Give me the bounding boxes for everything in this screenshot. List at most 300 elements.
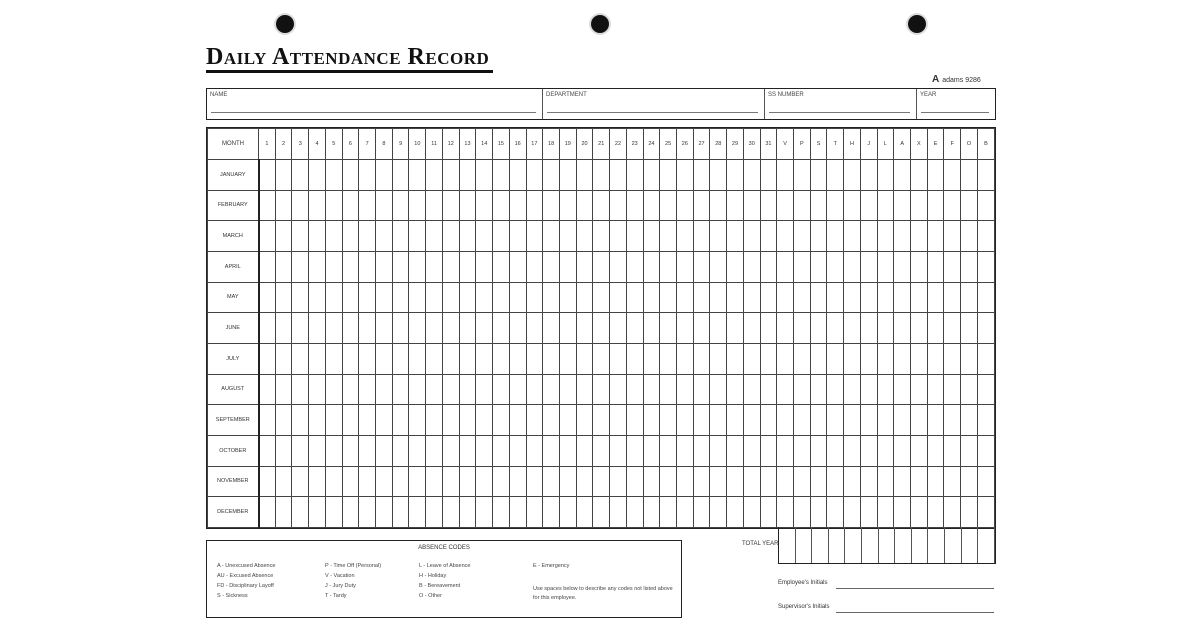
attendance-cell[interactable] bbox=[676, 282, 693, 313]
attendance-cell[interactable] bbox=[743, 221, 760, 252]
attendance-cell[interactable] bbox=[676, 160, 693, 191]
attendance-cell[interactable] bbox=[359, 190, 376, 221]
attendance-cell[interactable] bbox=[576, 343, 593, 374]
total-cell[interactable] bbox=[862, 527, 879, 563]
attendance-cell[interactable] bbox=[810, 497, 827, 528]
attendance-cell[interactable] bbox=[810, 251, 827, 282]
attendance-cell[interactable] bbox=[794, 160, 811, 191]
attendance-cell[interactable] bbox=[576, 405, 593, 436]
attendance-cell[interactable] bbox=[860, 497, 877, 528]
attendance-cell[interactable] bbox=[409, 251, 426, 282]
attendance-cell[interactable] bbox=[894, 313, 911, 344]
employee-initials-line[interactable]: Employee's Initials bbox=[778, 580, 994, 590]
attendance-cell[interactable] bbox=[292, 497, 309, 528]
attendance-cell[interactable] bbox=[476, 313, 493, 344]
attendance-cell[interactable] bbox=[777, 374, 794, 405]
attendance-cell[interactable] bbox=[777, 190, 794, 221]
attendance-cell[interactable] bbox=[911, 374, 928, 405]
attendance-cell[interactable] bbox=[710, 497, 727, 528]
attendance-cell[interactable] bbox=[610, 343, 627, 374]
attendance-cell[interactable] bbox=[777, 405, 794, 436]
attendance-cell[interactable] bbox=[309, 282, 326, 313]
attendance-cell[interactable] bbox=[810, 343, 827, 374]
attendance-cell[interactable] bbox=[710, 405, 727, 436]
attendance-cell[interactable] bbox=[894, 497, 911, 528]
attendance-cell[interactable] bbox=[493, 435, 510, 466]
attendance-cell[interactable] bbox=[325, 374, 342, 405]
attendance-cell[interactable] bbox=[626, 435, 643, 466]
attendance-cell[interactable] bbox=[426, 405, 443, 436]
attendance-cell[interactable] bbox=[676, 497, 693, 528]
attendance-cell[interactable] bbox=[827, 497, 844, 528]
attendance-cell[interactable] bbox=[810, 405, 827, 436]
attendance-cell[interactable] bbox=[810, 466, 827, 497]
attendance-cell[interactable] bbox=[442, 282, 459, 313]
attendance-cell[interactable] bbox=[526, 435, 543, 466]
attendance-cell[interactable] bbox=[760, 405, 777, 436]
attendance-cell[interactable] bbox=[509, 190, 526, 221]
attendance-cell[interactable] bbox=[760, 251, 777, 282]
attendance-cell[interactable] bbox=[543, 497, 560, 528]
attendance-cell[interactable] bbox=[860, 221, 877, 252]
attendance-cell[interactable] bbox=[576, 160, 593, 191]
attendance-cell[interactable] bbox=[593, 160, 610, 191]
attendance-cell[interactable] bbox=[509, 160, 526, 191]
attendance-cell[interactable] bbox=[844, 313, 861, 344]
attendance-cell[interactable] bbox=[760, 190, 777, 221]
attendance-cell[interactable] bbox=[676, 435, 693, 466]
attendance-cell[interactable] bbox=[526, 190, 543, 221]
attendance-cell[interactable] bbox=[409, 466, 426, 497]
attendance-cell[interactable] bbox=[376, 374, 393, 405]
attendance-cell[interactable] bbox=[794, 282, 811, 313]
attendance-cell[interactable] bbox=[275, 466, 292, 497]
year-field[interactable]: YEAR bbox=[917, 89, 995, 119]
attendance-cell[interactable] bbox=[376, 313, 393, 344]
attendance-cell[interactable] bbox=[710, 435, 727, 466]
attendance-cell[interactable] bbox=[526, 221, 543, 252]
attendance-cell[interactable] bbox=[442, 221, 459, 252]
attendance-cell[interactable] bbox=[559, 190, 576, 221]
total-cell[interactable] bbox=[812, 527, 829, 563]
attendance-cell[interactable] bbox=[259, 221, 276, 252]
attendance-cell[interactable] bbox=[359, 221, 376, 252]
attendance-cell[interactable] bbox=[342, 466, 359, 497]
attendance-cell[interactable] bbox=[660, 190, 677, 221]
attendance-cell[interactable] bbox=[543, 251, 560, 282]
attendance-cell[interactable] bbox=[509, 313, 526, 344]
attendance-cell[interactable] bbox=[409, 160, 426, 191]
attendance-cell[interactable] bbox=[794, 405, 811, 436]
attendance-cell[interactable] bbox=[626, 497, 643, 528]
attendance-cell[interactable] bbox=[359, 251, 376, 282]
attendance-cell[interactable] bbox=[342, 313, 359, 344]
total-cell[interactable] bbox=[928, 527, 945, 563]
attendance-cell[interactable] bbox=[409, 374, 426, 405]
attendance-cell[interactable] bbox=[459, 221, 476, 252]
attendance-cell[interactable] bbox=[259, 160, 276, 191]
attendance-cell[interactable] bbox=[743, 190, 760, 221]
attendance-cell[interactable] bbox=[376, 160, 393, 191]
attendance-cell[interactable] bbox=[309, 405, 326, 436]
attendance-cell[interactable] bbox=[961, 282, 978, 313]
attendance-cell[interactable] bbox=[376, 466, 393, 497]
attendance-cell[interactable] bbox=[911, 466, 928, 497]
attendance-cell[interactable] bbox=[476, 221, 493, 252]
attendance-cell[interactable] bbox=[576, 497, 593, 528]
attendance-cell[interactable] bbox=[643, 221, 660, 252]
attendance-cell[interactable] bbox=[309, 160, 326, 191]
attendance-cell[interactable] bbox=[660, 374, 677, 405]
attendance-cell[interactable] bbox=[259, 313, 276, 344]
attendance-cell[interactable] bbox=[877, 160, 894, 191]
attendance-cell[interactable] bbox=[626, 343, 643, 374]
attendance-cell[interactable] bbox=[827, 405, 844, 436]
attendance-cell[interactable] bbox=[860, 343, 877, 374]
attendance-cell[interactable] bbox=[259, 190, 276, 221]
attendance-cell[interactable] bbox=[961, 343, 978, 374]
attendance-cell[interactable] bbox=[844, 221, 861, 252]
attendance-cell[interactable] bbox=[309, 343, 326, 374]
attendance-cell[interactable] bbox=[442, 190, 459, 221]
attendance-cell[interactable] bbox=[927, 313, 944, 344]
attendance-cell[interactable] bbox=[476, 435, 493, 466]
attendance-cell[interactable] bbox=[476, 343, 493, 374]
attendance-cell[interactable] bbox=[710, 221, 727, 252]
attendance-cell[interactable] bbox=[509, 343, 526, 374]
attendance-cell[interactable] bbox=[526, 374, 543, 405]
attendance-cell[interactable] bbox=[844, 374, 861, 405]
attendance-cell[interactable] bbox=[543, 221, 560, 252]
attendance-cell[interactable] bbox=[676, 374, 693, 405]
attendance-cell[interactable] bbox=[275, 221, 292, 252]
attendance-cell[interactable] bbox=[727, 190, 744, 221]
attendance-cell[interactable] bbox=[309, 313, 326, 344]
attendance-cell[interactable] bbox=[860, 251, 877, 282]
attendance-cell[interactable] bbox=[292, 282, 309, 313]
attendance-cell[interactable] bbox=[392, 190, 409, 221]
attendance-cell[interactable] bbox=[877, 313, 894, 344]
attendance-cell[interactable] bbox=[911, 497, 928, 528]
attendance-cell[interactable] bbox=[259, 374, 276, 405]
attendance-cell[interactable] bbox=[459, 405, 476, 436]
attendance-cell[interactable] bbox=[643, 282, 660, 313]
attendance-cell[interactable] bbox=[376, 405, 393, 436]
attendance-cell[interactable] bbox=[526, 160, 543, 191]
attendance-cell[interactable] bbox=[676, 343, 693, 374]
attendance-cell[interactable] bbox=[860, 282, 877, 313]
attendance-cell[interactable] bbox=[660, 221, 677, 252]
attendance-cell[interactable] bbox=[392, 221, 409, 252]
attendance-cell[interactable] bbox=[676, 405, 693, 436]
total-cell[interactable] bbox=[978, 527, 995, 563]
attendance-cell[interactable] bbox=[275, 313, 292, 344]
attendance-cell[interactable] bbox=[259, 343, 276, 374]
attendance-cell[interactable] bbox=[610, 405, 627, 436]
attendance-cell[interactable] bbox=[927, 282, 944, 313]
attendance-cell[interactable] bbox=[660, 466, 677, 497]
attendance-cell[interactable] bbox=[442, 374, 459, 405]
attendance-cell[interactable] bbox=[476, 282, 493, 313]
attendance-cell[interactable] bbox=[526, 251, 543, 282]
attendance-cell[interactable] bbox=[810, 282, 827, 313]
attendance-cell[interactable] bbox=[509, 405, 526, 436]
attendance-cell[interactable] bbox=[810, 435, 827, 466]
attendance-cell[interactable] bbox=[977, 221, 994, 252]
attendance-cell[interactable] bbox=[961, 160, 978, 191]
attendance-cell[interactable] bbox=[526, 282, 543, 313]
attendance-cell[interactable] bbox=[944, 221, 961, 252]
attendance-cell[interactable] bbox=[543, 282, 560, 313]
attendance-cell[interactable] bbox=[660, 343, 677, 374]
attendance-cell[interactable] bbox=[927, 343, 944, 374]
attendance-cell[interactable] bbox=[610, 374, 627, 405]
attendance-cell[interactable] bbox=[810, 190, 827, 221]
attendance-cell[interactable] bbox=[526, 497, 543, 528]
attendance-cell[interactable] bbox=[559, 435, 576, 466]
total-cell[interactable] bbox=[779, 527, 796, 563]
attendance-cell[interactable] bbox=[961, 466, 978, 497]
attendance-cell[interactable] bbox=[710, 343, 727, 374]
attendance-cell[interactable] bbox=[844, 190, 861, 221]
attendance-cell[interactable] bbox=[927, 221, 944, 252]
attendance-cell[interactable] bbox=[760, 221, 777, 252]
attendance-cell[interactable] bbox=[877, 374, 894, 405]
attendance-cell[interactable] bbox=[727, 313, 744, 344]
attendance-cell[interactable] bbox=[275, 190, 292, 221]
attendance-cell[interactable] bbox=[325, 466, 342, 497]
attendance-cell[interactable] bbox=[610, 190, 627, 221]
attendance-cell[interactable] bbox=[860, 160, 877, 191]
attendance-cell[interactable] bbox=[359, 160, 376, 191]
attendance-cell[interactable] bbox=[493, 160, 510, 191]
attendance-cell[interactable] bbox=[660, 497, 677, 528]
attendance-cell[interactable] bbox=[559, 221, 576, 252]
attendance-cell[interactable] bbox=[727, 251, 744, 282]
attendance-cell[interactable] bbox=[543, 405, 560, 436]
attendance-cell[interactable] bbox=[794, 435, 811, 466]
attendance-cell[interactable] bbox=[459, 251, 476, 282]
attendance-cell[interactable] bbox=[877, 466, 894, 497]
attendance-cell[interactable] bbox=[626, 466, 643, 497]
attendance-cell[interactable] bbox=[827, 221, 844, 252]
attendance-cell[interactable] bbox=[710, 374, 727, 405]
attendance-cell[interactable] bbox=[610, 160, 627, 191]
attendance-cell[interactable] bbox=[593, 313, 610, 344]
attendance-cell[interactable] bbox=[760, 313, 777, 344]
attendance-cell[interactable] bbox=[927, 405, 944, 436]
attendance-cell[interactable] bbox=[643, 190, 660, 221]
attendance-cell[interactable] bbox=[827, 282, 844, 313]
attendance-cell[interactable] bbox=[743, 343, 760, 374]
attendance-cell[interactable] bbox=[459, 282, 476, 313]
attendance-cell[interactable] bbox=[794, 190, 811, 221]
attendance-cell[interactable] bbox=[309, 435, 326, 466]
attendance-cell[interactable] bbox=[860, 190, 877, 221]
attendance-cell[interactable] bbox=[777, 282, 794, 313]
attendance-cell[interactable] bbox=[442, 251, 459, 282]
attendance-cell[interactable] bbox=[543, 160, 560, 191]
attendance-cell[interactable] bbox=[743, 251, 760, 282]
attendance-cell[interactable] bbox=[626, 405, 643, 436]
attendance-cell[interactable] bbox=[877, 435, 894, 466]
attendance-cell[interactable] bbox=[392, 343, 409, 374]
attendance-cell[interactable] bbox=[693, 374, 710, 405]
attendance-cell[interactable] bbox=[493, 190, 510, 221]
attendance-cell[interactable] bbox=[593, 374, 610, 405]
attendance-cell[interactable] bbox=[376, 343, 393, 374]
attendance-cell[interactable] bbox=[342, 282, 359, 313]
attendance-cell[interactable] bbox=[760, 160, 777, 191]
attendance-cell[interactable] bbox=[927, 374, 944, 405]
attendance-cell[interactable] bbox=[693, 497, 710, 528]
ss-number-field[interactable]: SS NUMBER bbox=[765, 89, 917, 119]
attendance-cell[interactable] bbox=[526, 466, 543, 497]
attendance-cell[interactable] bbox=[894, 435, 911, 466]
attendance-cell[interactable] bbox=[576, 435, 593, 466]
attendance-cell[interactable] bbox=[844, 343, 861, 374]
attendance-cell[interactable] bbox=[660, 282, 677, 313]
attendance-cell[interactable] bbox=[593, 282, 610, 313]
attendance-cell[interactable] bbox=[911, 221, 928, 252]
attendance-cell[interactable] bbox=[559, 466, 576, 497]
attendance-cell[interactable] bbox=[493, 405, 510, 436]
attendance-cell[interactable] bbox=[509, 435, 526, 466]
attendance-cell[interactable] bbox=[376, 282, 393, 313]
attendance-cell[interactable] bbox=[426, 497, 443, 528]
attendance-cell[interactable] bbox=[325, 435, 342, 466]
attendance-cell[interactable] bbox=[543, 435, 560, 466]
attendance-cell[interactable] bbox=[459, 435, 476, 466]
attendance-cell[interactable] bbox=[359, 497, 376, 528]
attendance-cell[interactable] bbox=[827, 343, 844, 374]
attendance-cell[interactable] bbox=[576, 190, 593, 221]
attendance-cell[interactable] bbox=[710, 190, 727, 221]
attendance-cell[interactable] bbox=[493, 466, 510, 497]
attendance-cell[interactable] bbox=[576, 282, 593, 313]
attendance-cell[interactable] bbox=[894, 282, 911, 313]
attendance-cell[interactable] bbox=[342, 160, 359, 191]
attendance-cell[interactable] bbox=[376, 221, 393, 252]
attendance-cell[interactable] bbox=[509, 466, 526, 497]
attendance-cell[interactable] bbox=[727, 435, 744, 466]
attendance-cell[interactable] bbox=[292, 160, 309, 191]
total-cell[interactable] bbox=[796, 527, 813, 563]
attendance-cell[interactable] bbox=[409, 313, 426, 344]
attendance-cell[interactable] bbox=[325, 282, 342, 313]
total-cell[interactable] bbox=[829, 527, 846, 563]
attendance-cell[interactable] bbox=[392, 497, 409, 528]
attendance-cell[interactable] bbox=[610, 466, 627, 497]
attendance-cell[interactable] bbox=[275, 405, 292, 436]
attendance-cell[interactable] bbox=[610, 313, 627, 344]
attendance-cell[interactable] bbox=[543, 313, 560, 344]
attendance-cell[interactable] bbox=[944, 343, 961, 374]
attendance-cell[interactable] bbox=[576, 374, 593, 405]
attendance-cell[interactable] bbox=[275, 160, 292, 191]
attendance-cell[interactable] bbox=[911, 343, 928, 374]
attendance-cell[interactable] bbox=[559, 405, 576, 436]
attendance-cell[interactable] bbox=[593, 497, 610, 528]
attendance-cell[interactable] bbox=[727, 466, 744, 497]
attendance-cell[interactable] bbox=[693, 435, 710, 466]
attendance-cell[interactable] bbox=[877, 190, 894, 221]
attendance-cell[interactable] bbox=[911, 282, 928, 313]
attendance-cell[interactable] bbox=[442, 466, 459, 497]
attendance-cell[interactable] bbox=[710, 466, 727, 497]
attendance-cell[interactable] bbox=[259, 466, 276, 497]
attendance-cell[interactable] bbox=[977, 374, 994, 405]
attendance-cell[interactable] bbox=[409, 497, 426, 528]
attendance-cell[interactable] bbox=[426, 313, 443, 344]
attendance-cell[interactable] bbox=[392, 405, 409, 436]
attendance-cell[interactable] bbox=[777, 160, 794, 191]
attendance-cell[interactable] bbox=[593, 221, 610, 252]
attendance-cell[interactable] bbox=[442, 405, 459, 436]
attendance-cell[interactable] bbox=[676, 466, 693, 497]
attendance-cell[interactable] bbox=[710, 282, 727, 313]
attendance-cell[interactable] bbox=[894, 221, 911, 252]
attendance-cell[interactable] bbox=[426, 160, 443, 191]
attendance-cell[interactable] bbox=[676, 251, 693, 282]
attendance-cell[interactable] bbox=[476, 251, 493, 282]
attendance-cell[interactable] bbox=[977, 497, 994, 528]
attendance-cell[interactable] bbox=[911, 251, 928, 282]
attendance-cell[interactable] bbox=[493, 343, 510, 374]
attendance-cell[interactable] bbox=[777, 466, 794, 497]
attendance-cell[interactable] bbox=[509, 251, 526, 282]
attendance-cell[interactable] bbox=[593, 251, 610, 282]
attendance-cell[interactable] bbox=[727, 160, 744, 191]
attendance-cell[interactable] bbox=[376, 251, 393, 282]
attendance-cell[interactable] bbox=[526, 313, 543, 344]
attendance-cell[interactable] bbox=[743, 374, 760, 405]
attendance-cell[interactable] bbox=[794, 343, 811, 374]
attendance-cell[interactable] bbox=[860, 466, 877, 497]
attendance-cell[interactable] bbox=[526, 405, 543, 436]
attendance-cell[interactable] bbox=[409, 343, 426, 374]
total-cell[interactable] bbox=[879, 527, 896, 563]
attendance-cell[interactable] bbox=[610, 435, 627, 466]
attendance-cell[interactable] bbox=[442, 313, 459, 344]
attendance-cell[interactable] bbox=[309, 251, 326, 282]
attendance-cell[interactable] bbox=[643, 374, 660, 405]
attendance-cell[interactable] bbox=[259, 497, 276, 528]
attendance-cell[interactable] bbox=[961, 190, 978, 221]
attendance-cell[interactable] bbox=[927, 497, 944, 528]
attendance-cell[interactable] bbox=[911, 435, 928, 466]
attendance-cell[interactable] bbox=[743, 497, 760, 528]
attendance-cell[interactable] bbox=[810, 221, 827, 252]
attendance-cell[interactable] bbox=[559, 251, 576, 282]
attendance-cell[interactable] bbox=[794, 221, 811, 252]
attendance-cell[interactable] bbox=[325, 497, 342, 528]
attendance-cell[interactable] bbox=[409, 435, 426, 466]
attendance-cell[interactable] bbox=[576, 251, 593, 282]
attendance-cell[interactable] bbox=[877, 221, 894, 252]
attendance-cell[interactable] bbox=[292, 466, 309, 497]
attendance-cell[interactable] bbox=[794, 251, 811, 282]
attendance-cell[interactable] bbox=[476, 160, 493, 191]
attendance-cell[interactable] bbox=[509, 374, 526, 405]
attendance-cell[interactable] bbox=[961, 221, 978, 252]
attendance-cell[interactable] bbox=[409, 190, 426, 221]
attendance-cell[interactable] bbox=[827, 435, 844, 466]
attendance-cell[interactable] bbox=[275, 251, 292, 282]
attendance-cell[interactable] bbox=[944, 497, 961, 528]
attendance-cell[interactable] bbox=[977, 466, 994, 497]
attendance-cell[interactable] bbox=[977, 251, 994, 282]
